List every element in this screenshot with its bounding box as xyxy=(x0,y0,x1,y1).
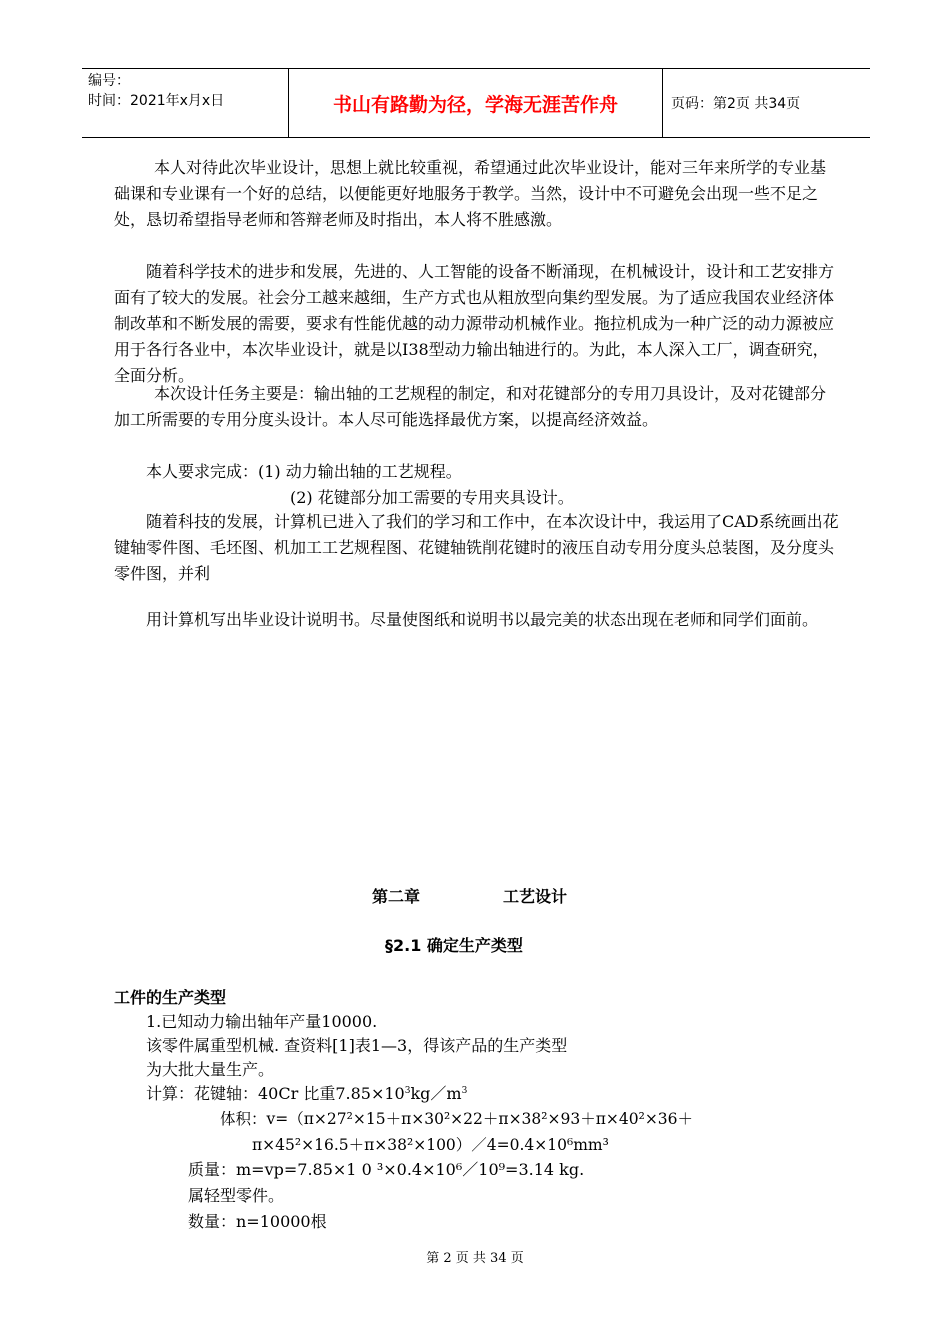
paragraph-task: 本次设计任务主要是：输出轴的工艺规程的制定，和对花键部分的专用刀具设计，及对花键部分加工所需要的专用分度头设计。本人尽可能选择最优方案，以提高经济效益。 xyxy=(114,384,827,429)
quantity-line: 数量：n=10000根 xyxy=(188,1212,327,1231)
calc-line-3: 为大批大量生产。 xyxy=(146,1060,275,1079)
page-footer: 第 2 页 共 34 页 xyxy=(426,1251,524,1266)
page-label: 页码：第2页 共34页 xyxy=(671,96,801,112)
motto: 书山有路勤为径，学海无涯苦作舟 xyxy=(288,69,663,137)
paragraph-cad: 随着科技的发展，计算机已进入了我们的学习和工作中，在本次设计中，我运用了CAD系统画出花键轴零件图、毛坯图、机加工工艺规程图、花键轴铣削花键时的液压自动专用分度头总装图，及分度头零件图，并利 xyxy=(114,512,839,583)
paragraph-intro: 本人对待此次毕业设计，思想上就比较重视，希望通过此次毕业设计，能对三年来所学的专业基础课和专业课有一个好的总结，以便能更好地服务于教学。当然，设计中不可避免会出现一些不足之处，恳切希望指导老师和答辩老师及时指出，本人将不胜感激。 xyxy=(114,158,827,229)
requirement-2: (2) 花键部分加工需要的专用夹具设计。 xyxy=(290,488,574,507)
volume-line-2: π×45²×16.5＋π×38²×100）／4=0.4×10⁶mm³ xyxy=(252,1136,609,1154)
header-left-cell xyxy=(82,69,288,137)
section-heading: §2.1 确定生产类型 xyxy=(385,936,523,955)
number-label: 编号： xyxy=(88,73,130,89)
unit-text: kg／m xyxy=(410,1084,462,1103)
date-label: 时间：2021年x月x日 xyxy=(88,93,225,109)
light-part-line: 属轻型零件。 xyxy=(188,1186,285,1205)
paragraph-background: 随着科学技术的进步和发展，先进的、人工智能的设备不断涌现，在机械设计，设计和工艺安排方面有了较大的发展。社会分工越来越细，生产方式也从粗放型向集约型发展。为了适应我国农业经济体制改革和不断发展的需要，要求有性能优越的动力源带动机械作业。拖拉机成为一种广泛的动力源被应用于各行各业中，本次毕业设计，就是以I38型动力输出轴进行的。为此，本人深入工厂，调查研究，全面分析。 xyxy=(114,262,835,385)
subheading: 工件的生产类型 xyxy=(114,988,227,1007)
calc-line-4-text: 计算：花键轴：40Cr 比重7.85×10 xyxy=(146,1084,405,1103)
chapter-title: 工艺设计 xyxy=(503,887,568,906)
exponent: 3 xyxy=(461,1086,468,1096)
chapter-number: 第二章 xyxy=(372,887,421,906)
requirement-1: 本人要求完成：(1) 动力输出轴的工艺规程。 xyxy=(146,462,462,481)
volume-line-1: 体积：v=（π×27²×15＋π×30²×22＋π×38²×93＋π×40²×36＋ xyxy=(220,1110,694,1128)
calc-line-4 xyxy=(146,1081,467,1104)
calc-line-2: 该零件属重型机械. 查资料[1]表1—3，得该产品的生产类型 xyxy=(146,1036,568,1055)
exponent: 3 xyxy=(404,1086,411,1096)
mass-line: 质量：m=vp=7.85×1 0 ³×0.4×10⁶／10⁹=3.14 kg. xyxy=(188,1160,585,1179)
header-table xyxy=(82,68,870,138)
calc-line-1: 1.已知动力输出轴年产量10000. xyxy=(146,1012,378,1031)
paragraph-manual: 用计算机写出毕业设计说明书。尽量使图纸和说明书以最完美的状态出现在老师和同学们面前。 xyxy=(146,610,819,629)
